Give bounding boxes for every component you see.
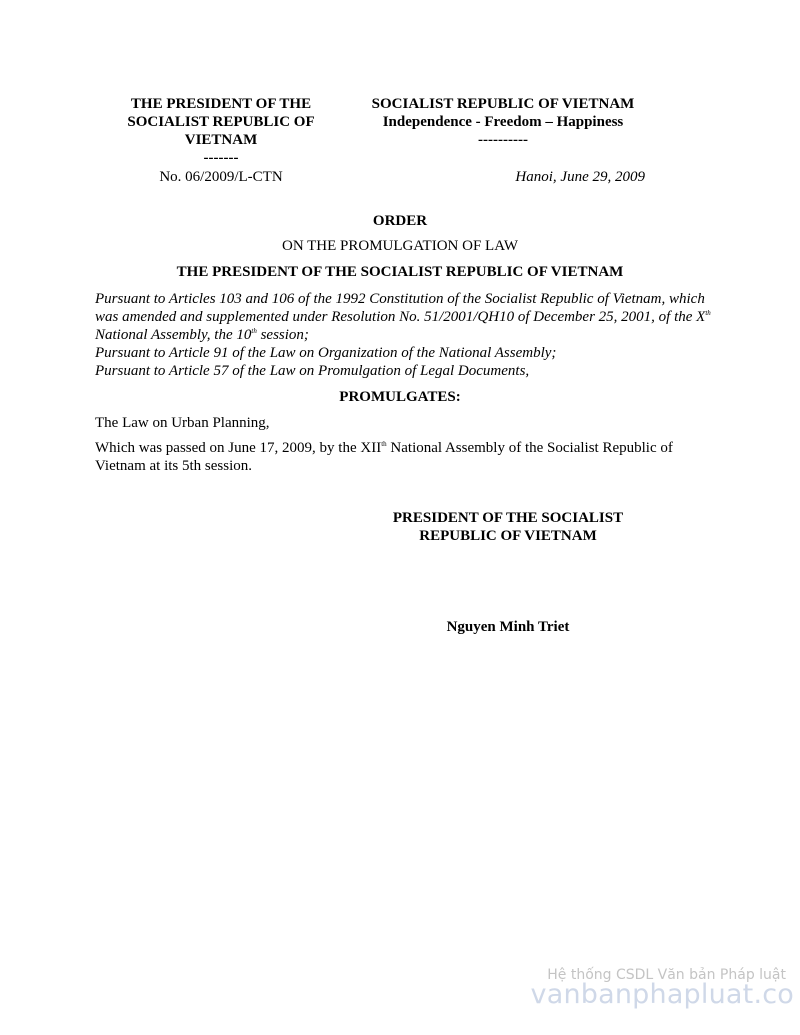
body-paragraph: The Law on Urban Planning, xyxy=(95,415,270,431)
issuing-authority-line: SOCIALIST REPUBLIC OF xyxy=(127,114,315,130)
country-name: SOCIALIST REPUBLIC OF VIETNAM xyxy=(371,96,635,112)
issuing-authority-line: VIETNAM xyxy=(184,132,258,148)
document-title: ORDER xyxy=(372,213,428,229)
document-number: No. 06/2009/L-CTN xyxy=(159,169,283,185)
national-motto-block xyxy=(352,95,654,149)
signatory-title-line: REPUBLIC OF VIETNAM xyxy=(419,528,597,544)
issuer-heading: THE PRESIDENT OF THE SOCIALIST REPUBLIC OF VIETNAM xyxy=(176,264,624,280)
issuing-authority-block xyxy=(110,95,332,167)
document-subtitle: ON THE PROMULGATION OF LAW xyxy=(281,238,518,254)
legal-basis xyxy=(95,290,715,380)
promulgates-heading: PROMULGATES: xyxy=(339,389,461,405)
national-motto: Independence - Freedom – Happiness xyxy=(382,114,624,130)
issuing-authority-separator: ------- xyxy=(203,150,239,166)
legal-basis-item: Pursuant to Articles 103 and 106 of the 1992 Constitution of the Socialist Republic of Vietnam, which was amended and supplemented under Resolution No. 51/2001/QH10 of December 25, 2001, of the Xth National Assembly, the 10th session; xyxy=(95,291,711,343)
signatory-title-line: PRESIDENT OF THE SOCIALIST xyxy=(392,510,624,526)
body-paragraph: Which was passed on June 17, 2009, by the XIIth National Assembly of the Socialist Republic of Vietnam at its 5th session. xyxy=(95,440,673,474)
signatory-title xyxy=(358,509,658,545)
issuing-authority-line: THE PRESIDENT OF THE xyxy=(130,96,312,112)
legal-basis-item: Pursuant to Article 57 of the Law on Promulgation of Legal Documents, xyxy=(95,363,530,379)
motto-separator: ---------- xyxy=(478,132,528,148)
place-and-date: Hanoi, June 29, 2009 xyxy=(515,169,645,185)
watermark-caption: Hệ thống CSDL Văn bản Pháp luật xyxy=(547,967,786,983)
watermark-site: vanbanphapluat.co xyxy=(530,979,794,1010)
signatory-name: Nguyen Minh Triet xyxy=(446,619,570,635)
legal-basis-item: Pursuant to Article 91 of the Law on Organization of the National Assembly; xyxy=(95,345,557,361)
